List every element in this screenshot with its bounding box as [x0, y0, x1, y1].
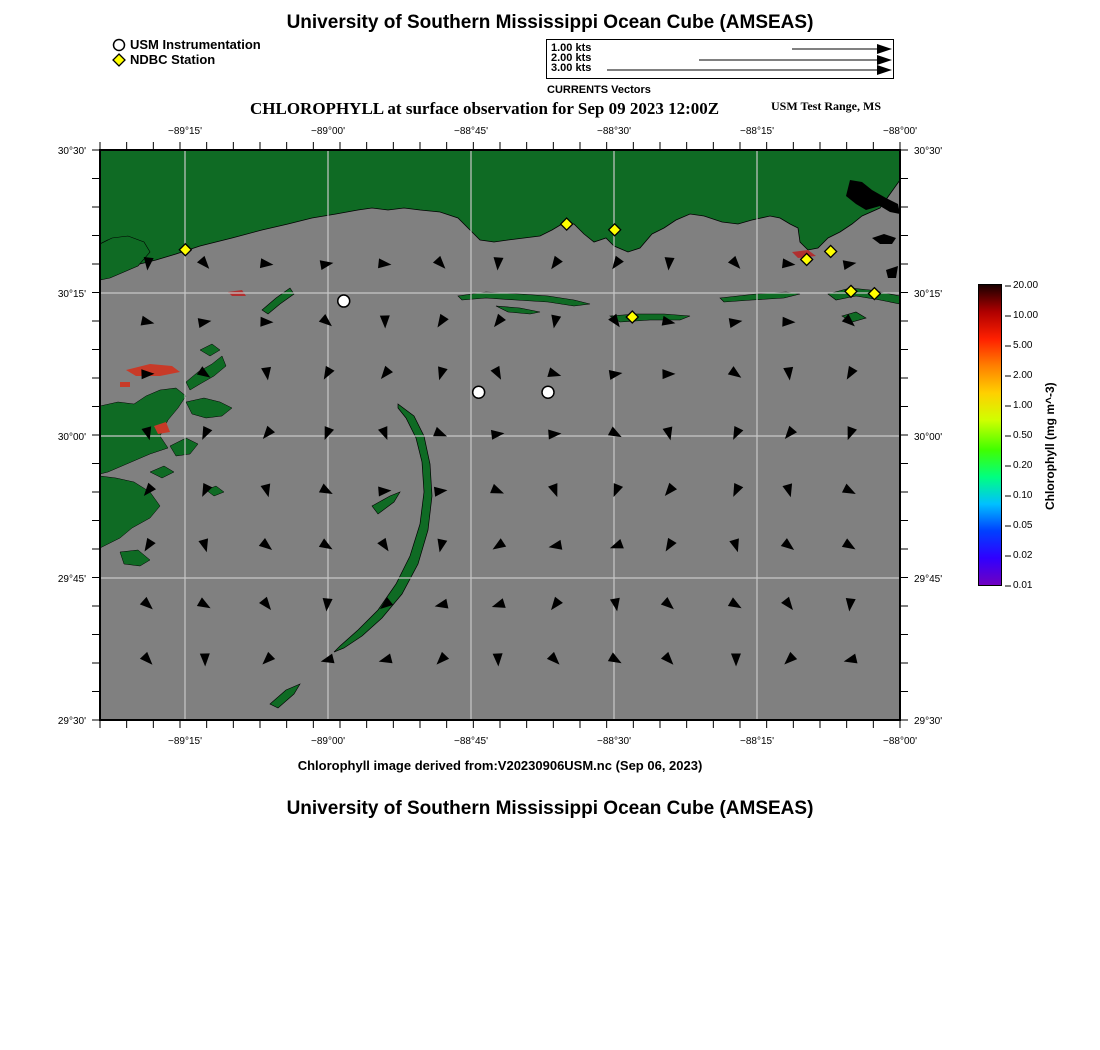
- cb-tick-6: 0.50: [1013, 430, 1033, 441]
- lon-tick-bottom-5: −88°15': [740, 736, 774, 747]
- usm-legend-label: USM Instrumentation: [130, 37, 261, 52]
- usm-station-marker[interactable]: [473, 386, 485, 398]
- scale-label-3: 3.00 kts: [551, 62, 592, 74]
- lat-tick-left-3: 30°00': [57, 432, 86, 443]
- ndbc-diamond-icon: [112, 53, 126, 67]
- lon-tick-top-6: −88°00': [883, 126, 917, 137]
- cb-tick-7: 0.20: [1013, 460, 1033, 471]
- colorbar-label: Chlorophyll (mg m^-3): [1043, 382, 1057, 510]
- footer-title: University of Southern Mississippi Ocean Cube (AMSEAS): [286, 798, 814, 819]
- cb-tick-8: 0.10: [1013, 490, 1033, 501]
- source-caption: Chlorophyll image derived from:V20230906USM.nc (Sep 06, 2023): [297, 758, 703, 773]
- lon-tick-top-3: −88°45': [454, 126, 488, 137]
- cb-tick-2: 10.00: [1013, 310, 1039, 321]
- map-title: CHLOROPHYLL at surface observation for Sep 09 2023 12:00Z: [250, 99, 720, 118]
- usm-circle-icon: [112, 38, 126, 52]
- lat-tick-right-4: 29°45': [914, 574, 943, 585]
- cb-tick-9: 0.05: [1013, 520, 1033, 531]
- lat-tick-left-2: 30°15': [57, 289, 86, 300]
- lon-tick-bottom-6: −88°00': [883, 736, 917, 747]
- lat-tick-right-2: 30°15': [914, 289, 943, 300]
- colorbar-gradient: [978, 284, 1002, 586]
- page-title: University of Southern Mississippi Ocean Cube (AMSEAS): [286, 12, 814, 33]
- lat-tick-right-5: 29°30': [914, 716, 943, 727]
- cb-tick-5: 1.00: [1013, 400, 1033, 411]
- colorbar: [978, 284, 1004, 586]
- lon-tick-top-5: −88°15': [740, 126, 774, 137]
- scale-arrows: [547, 40, 893, 78]
- lon-tick-bottom-1: −89°15': [168, 736, 202, 747]
- lon-tick-bottom-3: −88°45': [454, 736, 488, 747]
- lon-tick-bottom-4: −88°30': [597, 736, 631, 747]
- colorbar-ticks: [1005, 280, 1045, 592]
- chl-patch-2: [120, 382, 130, 387]
- lon-tick-top-1: −89°15': [168, 126, 202, 137]
- lat-tick-right-1: 30°30': [914, 146, 943, 157]
- lat-tick-right-3: 30°00': [914, 432, 943, 443]
- lat-tick-left-5: 29°30': [57, 716, 86, 727]
- cb-tick-1: 20.00: [1013, 280, 1039, 291]
- lat-tick-left-1: 30°30': [57, 146, 86, 157]
- scale-caption: CURRENTS Vectors: [547, 84, 651, 96]
- cb-tick-11: 0.01: [1013, 580, 1033, 591]
- scale-label-2: 2.00 kts: [551, 52, 592, 64]
- lon-tick-top-4: −88°30': [597, 126, 631, 137]
- vector-scale-box: [546, 39, 894, 79]
- usm-station-marker[interactable]: [338, 295, 350, 307]
- lon-tick-bottom-2: −89°00': [311, 736, 345, 747]
- map-region: USM Test Range, MS: [771, 99, 882, 113]
- map: [0, 120, 960, 760]
- lon-tick-top-2: −89°00': [311, 126, 345, 137]
- ndbc-legend-label: NDBC Station: [130, 52, 216, 67]
- usm-station-marker[interactable]: [542, 386, 554, 398]
- cb-tick-4: 2.00: [1013, 370, 1033, 381]
- cb-tick-3: 5.00: [1013, 340, 1033, 351]
- cb-tick-10: 0.02: [1013, 550, 1033, 561]
- scale-label-1: 1.00 kts: [551, 42, 592, 54]
- lat-tick-left-4: 29°45': [57, 574, 86, 585]
